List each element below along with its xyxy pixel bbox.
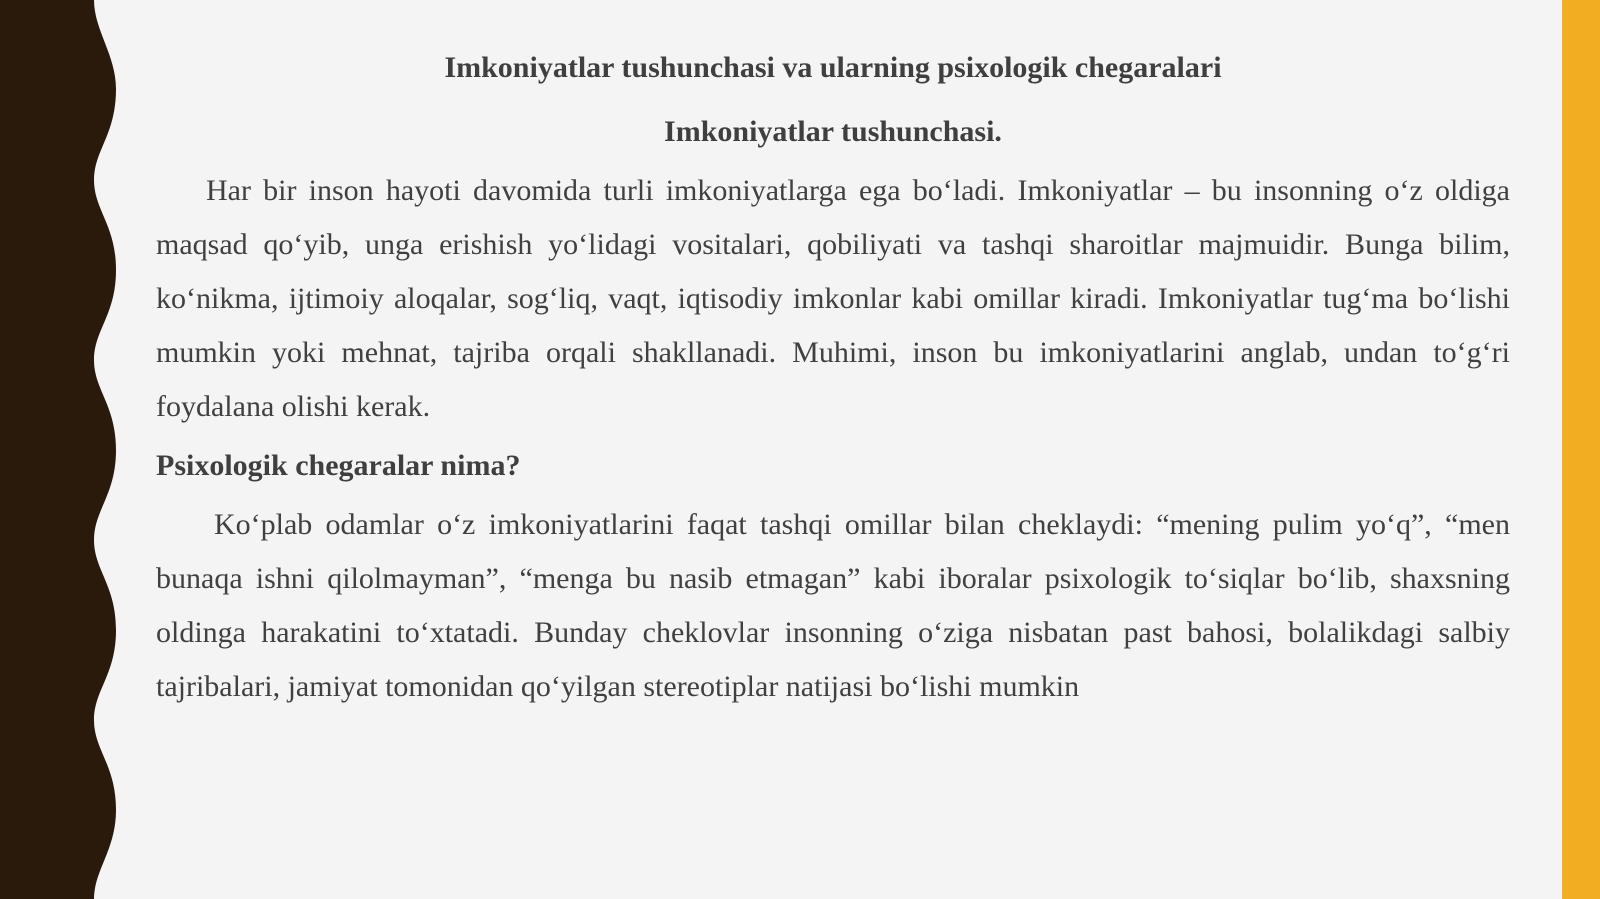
accent-stripe — [1562, 0, 1600, 899]
paragraph-opportunities: Har bir inson hayoti davomida turli imkoniyatlarga ega bo‘ladi. Imkoniyatlar – bu insonning o‘z oldiga maqsad qo‘yib, unga erishish yo‘lidagi vositalari, qobiliyati va tashqi sharoitlar majmuidir. Bunga bilim, ko‘nikma, ijtimoiy aloqalar, sog‘liq, vaqt, iqtisodiy imkonlar kabi omillar kiradi. Imkoniyatlar tug‘ma bo‘lishi mumkin yoki mehnat, tajriba orqali shakllanadi. Muhimi, inson bu imkoniyatlarini anglab, undan to‘g‘ri foydalana olishi kerak. — [156, 174, 1510, 423]
slide-title: Imkoniyatlar tushunchasi va ularning psixologik chegaralari — [444, 51, 1222, 84]
paragraph-psychological-limits: Ko‘plab odamlar o‘z imkoniyatlarini faqat tashqi omillar bilan cheklaydi: “mening pulim yo‘q”, “men bunaqa ishni qilolmayman”, “menga bu nasib etmagan” kabi iboralar psixologik to‘siqlar bo‘lib, shaxsning oldinga harakatini to‘xtatadi. Bunday cheklovlar insonning o‘ziga nisbatan past bahosi, bolalikdagi salbiy tajribalari, jamiyat tomonidan qo‘yilgan stereotiplar natijasi bo‘lishi mumkin — [156, 508, 1510, 703]
section-heading-psychological-limits: Psixologik chegaralar nima? — [156, 449, 521, 482]
slide-subtitle: Imkoniyatlar tushunchasi. — [664, 115, 1002, 148]
slide-content — [156, 36, 1510, 876]
wavy-side-band — [0, 0, 130, 899]
